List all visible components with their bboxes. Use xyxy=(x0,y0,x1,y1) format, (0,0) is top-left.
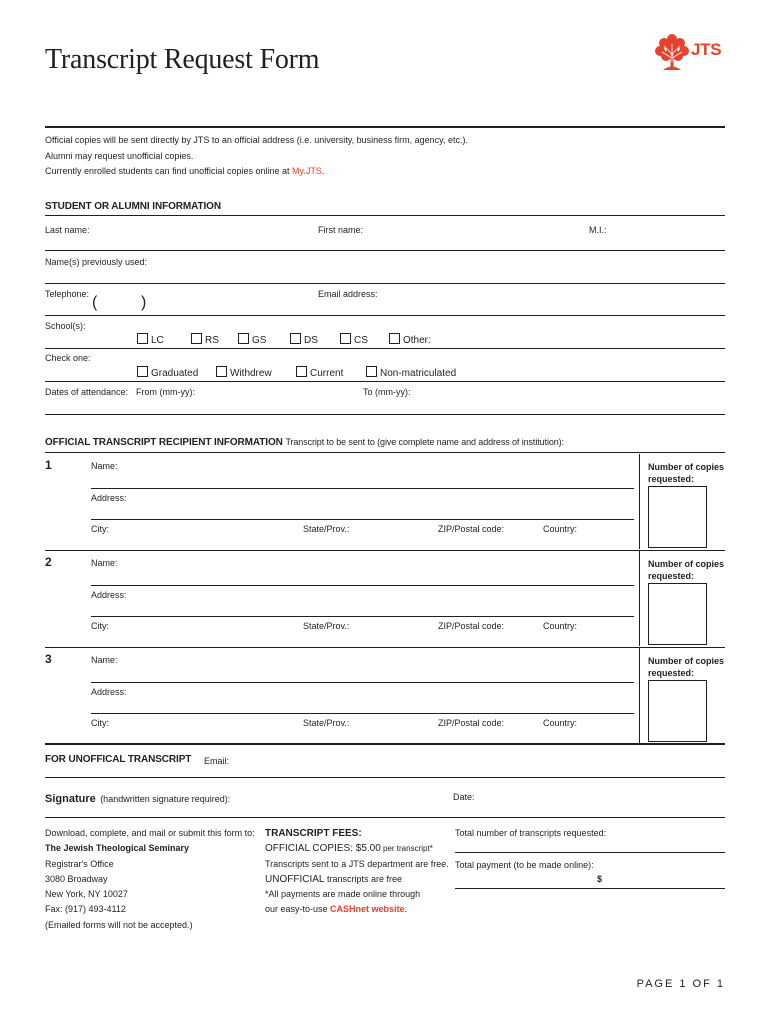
recipient-1-address-line[interactable] xyxy=(91,519,634,520)
copies-label-line-1: Number of copies xyxy=(648,462,725,472)
recipient-1-zip-label: ZIP/Postal code: xyxy=(438,524,505,534)
recipient-2-name-label: Name: xyxy=(91,558,118,568)
recipient-1-address-label: Address: xyxy=(91,493,127,503)
cs-checkbox[interactable] xyxy=(340,333,351,344)
recipient-3-address-label: Address: xyxy=(91,687,127,697)
ds-label: DS xyxy=(304,335,318,346)
school-option-other[interactable] xyxy=(389,333,431,346)
other-checkbox[interactable] xyxy=(389,333,400,344)
fees-unofficial-prefix: UNOFFICIAL xyxy=(265,873,325,885)
graduated-label: Graduated xyxy=(151,368,199,379)
total-requested-line[interactable] xyxy=(455,852,725,853)
recipient-number-1: 1 xyxy=(45,458,52,472)
logo-text: JTS xyxy=(691,40,722,59)
fees-official-suffix: per transcript* xyxy=(380,844,433,854)
telephone-paren-close: ) xyxy=(141,294,147,311)
total-payment-line[interactable] xyxy=(455,888,725,889)
intro-line-2: Alumni may request unofficial copies. xyxy=(45,151,194,161)
student-section-rule xyxy=(45,215,725,216)
intro-line-3-prefix: Currently enrolled students can find unofficial copies online at xyxy=(45,166,292,176)
recipient-3-name-line[interactable] xyxy=(91,682,634,683)
school-option-cs[interactable] xyxy=(340,333,368,346)
recipient-3-copies-label xyxy=(648,655,724,679)
recipient-3-state-label: State/Prov.: xyxy=(303,718,350,728)
recipient-1-copies-label xyxy=(648,461,724,485)
recipient-1-copies-divider xyxy=(639,454,640,549)
recipient-2-copies-divider xyxy=(639,551,640,646)
status-field-line xyxy=(45,381,725,382)
copies-label-line-2: requested: xyxy=(648,571,695,581)
recipient-2-name-line[interactable] xyxy=(91,585,634,586)
schools-field-line xyxy=(45,348,725,349)
recipient-section-rule xyxy=(45,452,725,453)
withdrew-checkbox[interactable] xyxy=(216,366,227,377)
fees-link-suffix: . xyxy=(404,904,408,915)
recipient-section-heading xyxy=(45,437,564,448)
recipient-2-city-label: City: xyxy=(91,621,109,631)
fees-heading: TRANSCRIPT FEES: xyxy=(265,828,362,839)
email-label: Email address: xyxy=(318,289,378,299)
tree-of-life-icon xyxy=(654,32,690,72)
cs-label: CS xyxy=(354,335,368,346)
previous-names-field-line[interactable] xyxy=(45,283,725,284)
page-title: Transcript Request Form xyxy=(45,44,320,75)
recipient-2-state-label: State/Prov.: xyxy=(303,621,350,631)
total-requested-label: Total number of transcripts requested: xyxy=(455,828,607,838)
recipient-number-2: 2 xyxy=(45,555,52,569)
recipient-1-city-label: City: xyxy=(91,524,109,534)
myjts-link[interactable]: My.JTS xyxy=(291,166,322,176)
unofficial-heading: FOR UNOFFICAL TRANSCRIPT xyxy=(45,754,192,765)
recipient-1-name-line[interactable] xyxy=(91,488,634,489)
intro-line-3 xyxy=(45,166,324,176)
telephone-field-line[interactable] xyxy=(45,315,725,316)
cashnet-link[interactable]: CASHnet website xyxy=(330,904,405,915)
mail-office: Registrar's Office xyxy=(45,858,114,869)
rs-checkbox[interactable] xyxy=(191,333,202,344)
withdrew-label: Withdrew xyxy=(230,368,272,379)
dates-field-line[interactable] xyxy=(45,414,725,415)
recipient-2-zip-label: ZIP/Postal code: xyxy=(438,621,505,631)
recipient-subheading: Transcript to be sent to (give complete name and address of institution): xyxy=(285,437,564,447)
ds-checkbox[interactable] xyxy=(290,333,301,344)
signature-note: (handwritten signature required): xyxy=(100,794,231,804)
status-option-current[interactable] xyxy=(296,366,343,379)
recipient-3-copies-box[interactable] xyxy=(648,680,707,742)
copies-label-line-2: requested: xyxy=(648,474,695,484)
dates-of-attendance-label: Dates of attendance: xyxy=(45,387,129,397)
unofficial-email-line[interactable] xyxy=(45,777,725,778)
mail-street: 3080 Broadway xyxy=(45,873,108,884)
gs-label: GS xyxy=(252,335,267,346)
lc-label: LC xyxy=(151,335,164,346)
recipient-2-country-label: Country: xyxy=(543,621,578,631)
mail-org: The Jewish Theological Seminary xyxy=(45,843,190,854)
first-name-label: First name: xyxy=(318,225,364,235)
fees-unofficial-suffix: transcripts are free xyxy=(324,873,402,884)
mi-label: M.I.: xyxy=(589,225,607,235)
fees-official-prefix: OFFICIAL COPIES: $5.00 xyxy=(265,843,381,855)
mail-intro: Download, complete, and mail or submit this form to: xyxy=(45,828,255,838)
recipient-1-bottom-rule xyxy=(45,550,725,551)
recipient-heading-text: OFFICIAL TRANSCRIPT RECIPIENT INFORMATION xyxy=(45,437,283,448)
recipient-number-3: 3 xyxy=(45,652,52,666)
fees-official xyxy=(265,841,449,856)
school-option-ds[interactable] xyxy=(290,333,318,346)
telephone-paren-open: ( xyxy=(92,294,98,311)
gs-checkbox[interactable] xyxy=(238,333,249,344)
recipient-3-address-line[interactable] xyxy=(91,713,634,714)
recipient-2-copies-label xyxy=(648,558,724,582)
check-one-label: Check one: xyxy=(45,353,91,363)
schools-label: School(s): xyxy=(45,321,86,331)
mail-note: (Emailed forms will not be accepted.) xyxy=(45,919,193,930)
signature-line[interactable] xyxy=(45,817,725,818)
mail-city: New York, NY 10027 xyxy=(45,889,128,900)
from-date-label: From (mm-yy): xyxy=(136,387,195,397)
recipient-1-name-label: Name: xyxy=(91,461,118,471)
jts-logo xyxy=(654,32,734,72)
signature-label: Signature xyxy=(45,793,96,805)
other-label: Other: xyxy=(403,335,431,346)
recipient-3-country-label: Country: xyxy=(543,718,578,728)
fees-online: *All payments are made online through xyxy=(265,889,421,900)
page-number: PAGE 1 OF 1 xyxy=(636,978,725,990)
non-matriculated-label: Non-matriculated xyxy=(380,368,457,379)
fees-department: Transcripts sent to a JTS department are free. xyxy=(265,858,449,869)
school-option-rs[interactable] xyxy=(191,333,219,346)
recipient-1-country-label: Country: xyxy=(543,524,578,534)
current-label: Current xyxy=(310,368,344,379)
recipient-1-copies-box[interactable] xyxy=(648,486,707,548)
previous-names-label: Name(s) previously used: xyxy=(45,257,148,267)
unofficial-email-label: Email: xyxy=(204,756,230,766)
lc-checkbox[interactable] xyxy=(137,333,148,344)
recipient-3-copies-divider xyxy=(639,648,640,743)
intro-line-3-suffix: . xyxy=(321,166,325,176)
graduated-checkbox[interactable] xyxy=(137,366,148,377)
recipient-3-name-label: Name: xyxy=(91,655,118,665)
recipient-2-bottom-rule xyxy=(45,647,725,648)
school-option-gs[interactable] xyxy=(238,333,266,346)
recipient-1-state-label: State/Prov.: xyxy=(303,524,350,534)
fees-unofficial xyxy=(265,872,449,887)
school-option-lc[interactable] xyxy=(137,333,164,346)
total-payment-label: Total payment (to be made online): xyxy=(455,860,594,870)
to-date-label: To (mm-yy): xyxy=(363,387,411,397)
rs-label: RS xyxy=(205,335,219,346)
copies-label-line-1: Number of copies xyxy=(648,656,725,666)
fees-info xyxy=(265,826,449,918)
copies-label-line-1: Number of copies xyxy=(648,559,725,569)
date-label: Date: xyxy=(453,792,475,802)
dollar-sign: $ xyxy=(597,874,603,884)
status-option-withdrew[interactable] xyxy=(216,366,272,379)
mail-info xyxy=(45,826,255,933)
recipient-2-copies-box[interactable] xyxy=(648,583,707,645)
fees-link-line xyxy=(265,902,449,917)
signature-row xyxy=(45,789,230,807)
last-name-label: Last name: xyxy=(45,225,90,235)
recipient-2-address-line[interactable] xyxy=(91,616,634,617)
header-divider xyxy=(45,126,725,128)
fees-link-prefix: our easy-to-use xyxy=(265,904,331,915)
student-section-heading: STUDENT OR ALUMNI INFORMATION xyxy=(45,201,221,212)
recipient-section-bottom-rule xyxy=(45,743,725,745)
intro-line-1: Official copies will be sent directly by JTS to an official address (i.e. university, business firm, agency, etc.). xyxy=(45,135,469,145)
recipient-3-zip-label: ZIP/Postal code: xyxy=(438,718,505,728)
mail-fax: Fax: (917) 493-4112 xyxy=(45,904,126,915)
current-checkbox[interactable] xyxy=(296,366,307,377)
copies-label-line-2: requested: xyxy=(648,668,695,678)
status-option-non-matriculated[interactable] xyxy=(366,366,456,379)
recipient-3-city-label: City: xyxy=(91,718,109,728)
name-field-line[interactable] xyxy=(45,250,725,251)
non-matriculated-checkbox[interactable] xyxy=(366,366,377,377)
recipient-2-address-label: Address: xyxy=(91,590,127,600)
telephone-label: Telephone: xyxy=(45,289,90,299)
status-option-graduated[interactable] xyxy=(137,366,198,379)
